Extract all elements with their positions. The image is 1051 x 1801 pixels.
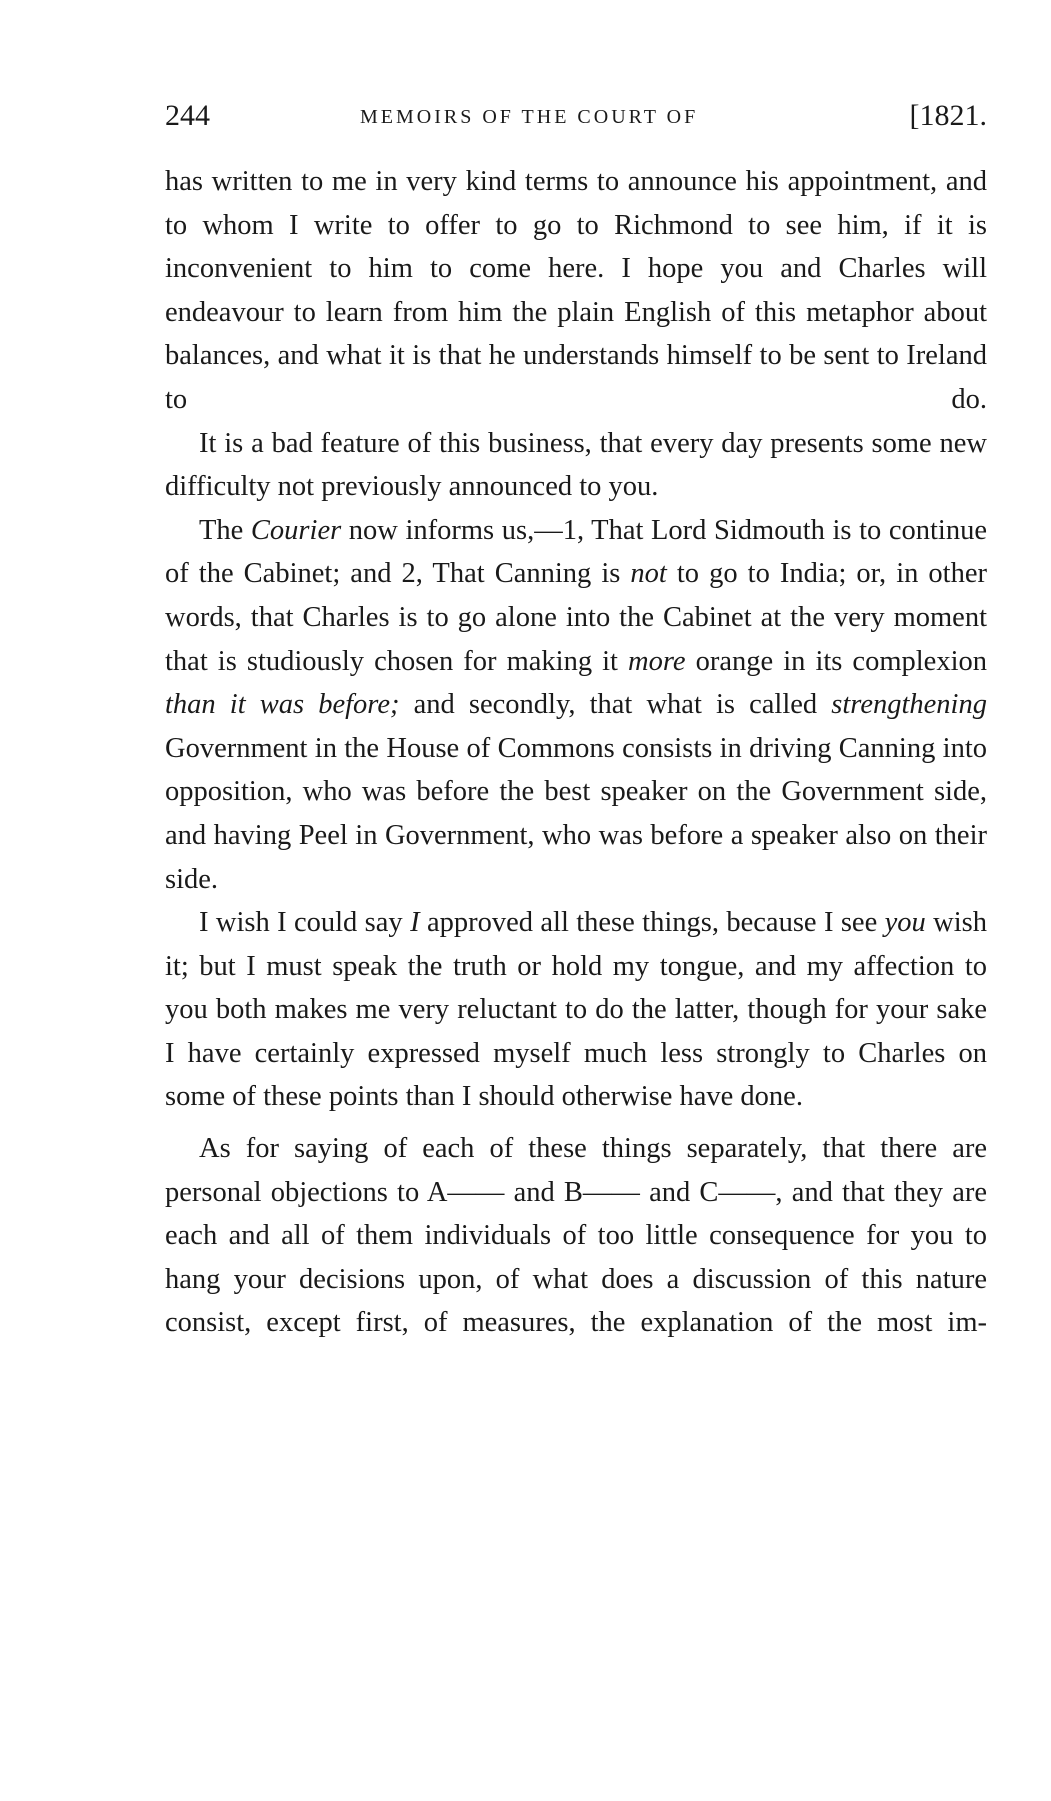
- paragraph-2-text: It is a bad feature of this business, that every day presents some new difficulty not previously announced to you.: [165, 427, 987, 503]
- paragraph-4-part-2: approved all these things, because I see: [419, 907, 885, 939]
- running-title: MEMOIRS OF THE COURT OF: [360, 106, 699, 128]
- emphasis-not: not: [630, 558, 667, 590]
- courier-title: Courier: [250, 514, 342, 546]
- paragraph-4-part-3: wish it; but I must speak the truth or hold my tongue, and my affection to you both makes me very reluctant to do the latter, though for your sake I have certainly expressed myself much less strongly to Charles on some of these points than I should otherwise have done.: [165, 907, 987, 1113]
- paragraph-3-part-5: and secondly, that what is called: [399, 689, 832, 721]
- paragraph-gap: [165, 1119, 987, 1127]
- body-text: [165, 160, 987, 1345]
- paragraph-3-part-2: now informs us,—1, That Lord Sidmouth is to continue of the Cabinet; and 2, That Canning is: [165, 514, 987, 590]
- emphasis-more: more: [628, 645, 686, 677]
- paragraph-1-text: has written to me in very kind terms to announce his appointment, and to whom I write to offer to go to Richmond to see him, if it is inconvenient to him to come here. I hope you and Charles will endeavour to learn from him the plain English of this metaphor about balances, and what it is that he understands himself to be sent to Ireland to do.: [165, 166, 987, 415]
- emphasis-you: you: [884, 907, 926, 939]
- paragraph-1: [165, 160, 987, 422]
- paragraph-4: [165, 901, 987, 1119]
- paragraph-3-part-4: orange in its complexion: [685, 645, 987, 677]
- header-year: [1821.: [909, 99, 987, 132]
- paragraph-2: [165, 422, 987, 509]
- paragraph-5-text: As for saying of each of these things separately, that there are personal objections to A—— and B—— and C——, and that they are each and all of them individuals of too little consequence for you to hang your decisions upon, of what does a discussion of this nature consist, except first, of measures, the explanation of the most im-: [165, 1133, 987, 1339]
- paragraph-4-part-1: I wish I could say: [199, 907, 411, 939]
- emphasis-than-it-was-before: than it was before;: [165, 689, 400, 721]
- emphasis-i: I: [410, 907, 420, 939]
- paragraph-5: [165, 1127, 987, 1345]
- paragraph-3-part-6: Government in the House of Commons consists in driving Canning into opposition, who was before the best speaker on the Government side, and having Peel in Government, who was before a speaker also on their side.: [165, 732, 987, 895]
- emphasis-strengthening: strengthening: [831, 689, 987, 721]
- paragraph-3: [165, 509, 987, 901]
- running-header: [165, 96, 987, 136]
- paragraph-3-part-3: to go to India; or, in other words, that Charles is to go alone into the Cabinet at the very moment that is studiously chosen for making it: [165, 558, 987, 677]
- paragraph-3-part-1: The: [199, 514, 251, 546]
- page-number: 244: [165, 99, 210, 132]
